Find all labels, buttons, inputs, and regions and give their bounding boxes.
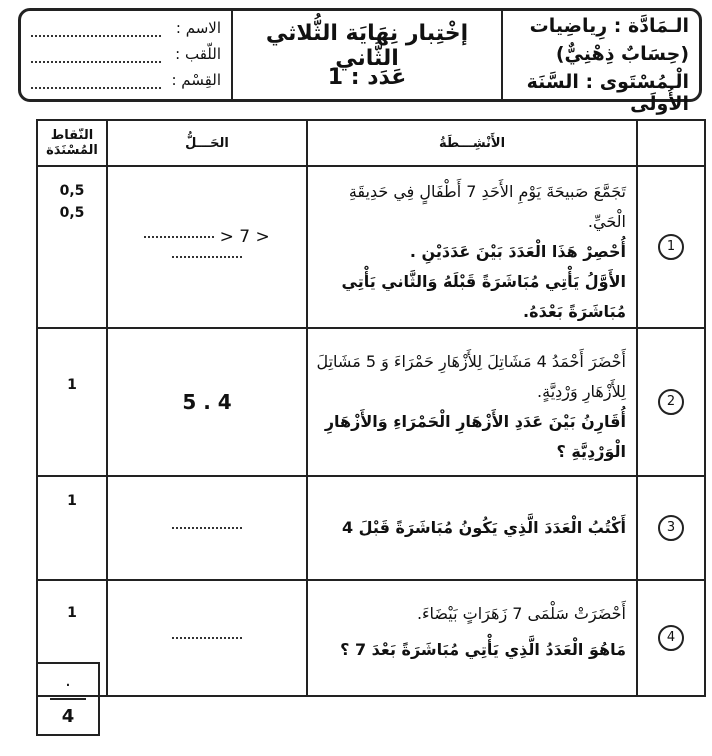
exercise-number: 3 [658,515,684,541]
row-points [37,328,107,476]
row-solution[interactable] [107,328,307,476]
activity-line: أَحْضَرَتْ سَلْمَى 7 زَهَرَاتٍ بَيْضَاءَ. [416,604,626,623]
surname-field[interactable] [31,61,161,63]
row-number-cell [637,328,705,476]
activity-line: لِلأَزْهَارِ وَرْدِيَّةٍ. [537,382,626,401]
activities-header: الأَنْشِـــطَةُ [307,120,637,166]
activity-line: أُحْصِرْ هَذَا الْعَدَدَ بَيْنَ عَدَدَيْنِ . [409,242,626,261]
activity-line: الأَوَّلُ يَأْتِي مُبَاشَرَةً قَبْلَهُ وَالثَّاني يَأْتِي مُبَاشَرَةً بَعْدَهُ. [341,272,626,321]
solution-header: الحَـــلُّ [107,120,307,166]
row-activity [307,476,637,580]
level-label: الْـمُسْتَوى : السَّنَة الأُولَى [526,71,689,115]
number-header [637,120,705,166]
row-activity [307,580,637,696]
exercise-number: 2 [658,389,684,415]
activity-line: أُقَارِنُ بَيْنَ عَدَدِ الأَزْهَارِ الْحَمْرَاءِ وَالأَزْهَارِ الْوَرْدِيَّةِ ؟ [324,412,626,461]
answer-blank[interactable] [172,256,242,258]
section-field[interactable] [31,87,161,89]
answer-blank[interactable] [144,236,214,238]
fraction-bar [50,698,86,700]
row-activity [307,166,637,328]
student-info [21,11,233,99]
row-number-cell [637,476,705,580]
table-row [37,580,705,696]
section-label: القِسْم : [171,71,221,89]
table-header-row [37,120,705,166]
points-header: النّقاط المُسْنَدَة [37,120,107,166]
answer-blank[interactable] [172,637,242,639]
name-label: الاسم : [175,19,221,37]
activity-line: تَجَمَّعَ صَبيحَةَ يَوْمِ الأَحَدِ 7 أَطْفَالٍ فِي حَدِيقَةِ الْحَيِّ. [348,182,626,231]
exam-header [18,8,702,115]
exercise-number: 1 [658,234,684,260]
row-points [37,166,107,328]
exercise-table [36,119,706,697]
table-row [37,328,705,476]
points-value: 1 [67,493,77,509]
exam-title: إخْتِبار نِهَايَة الثُّلاثي الثَّاني [265,21,469,71]
row-number-cell [637,580,705,696]
points-value: 0,5 [59,205,85,221]
row-solution[interactable] [107,166,307,328]
solution-text: > 7 > [219,227,270,247]
row-activity [307,328,637,476]
points-value: 0,5 [59,183,85,199]
surname-label: اللّقب : [175,45,221,63]
row-solution[interactable] [107,580,307,696]
exercise-number: 4 [658,625,684,651]
subject-topic: (حِسَابٌ ذِهْنِيٌّ) [555,43,689,65]
solution-text: 5 . 4 [182,390,232,414]
table-row [37,476,705,580]
points-value: 1 [67,377,77,393]
answer-blank[interactable] [172,527,242,529]
exam-number: عَدَد : 1 [327,65,407,90]
name-field[interactable] [31,35,161,37]
score-total: 4 [61,706,75,727]
score-obtained[interactable]: . [65,670,71,691]
points-value: 1 [67,605,77,621]
row-number-cell [637,166,705,328]
activity-line: أَكْتُبُ الْعَدَدَ الَّذِي يَكُونُ مُبَاشَرَةً قَبْلَ 4 [341,518,626,537]
row-points [37,476,107,580]
table-row [37,166,705,328]
activity-line: مَاهُوَ الْعَدَدُ الَّذِي يَأْتِي مُبَاشَرَةً بَعْدَ 7 ؟ [340,640,626,659]
activity-line: أَحْضَرَ أَحْمَدُ 4 مَشَاتِلَ لِلأَزْهَارِ حَمْرَاءَ وَ 5 مَشَاتِلَ [316,352,626,371]
subject-label: الـمَادَّة : رِياضِيات [529,15,689,37]
score-box [36,662,100,736]
row-solution[interactable] [107,476,307,580]
exam-title-box [233,11,503,99]
subject-info [503,11,699,115]
